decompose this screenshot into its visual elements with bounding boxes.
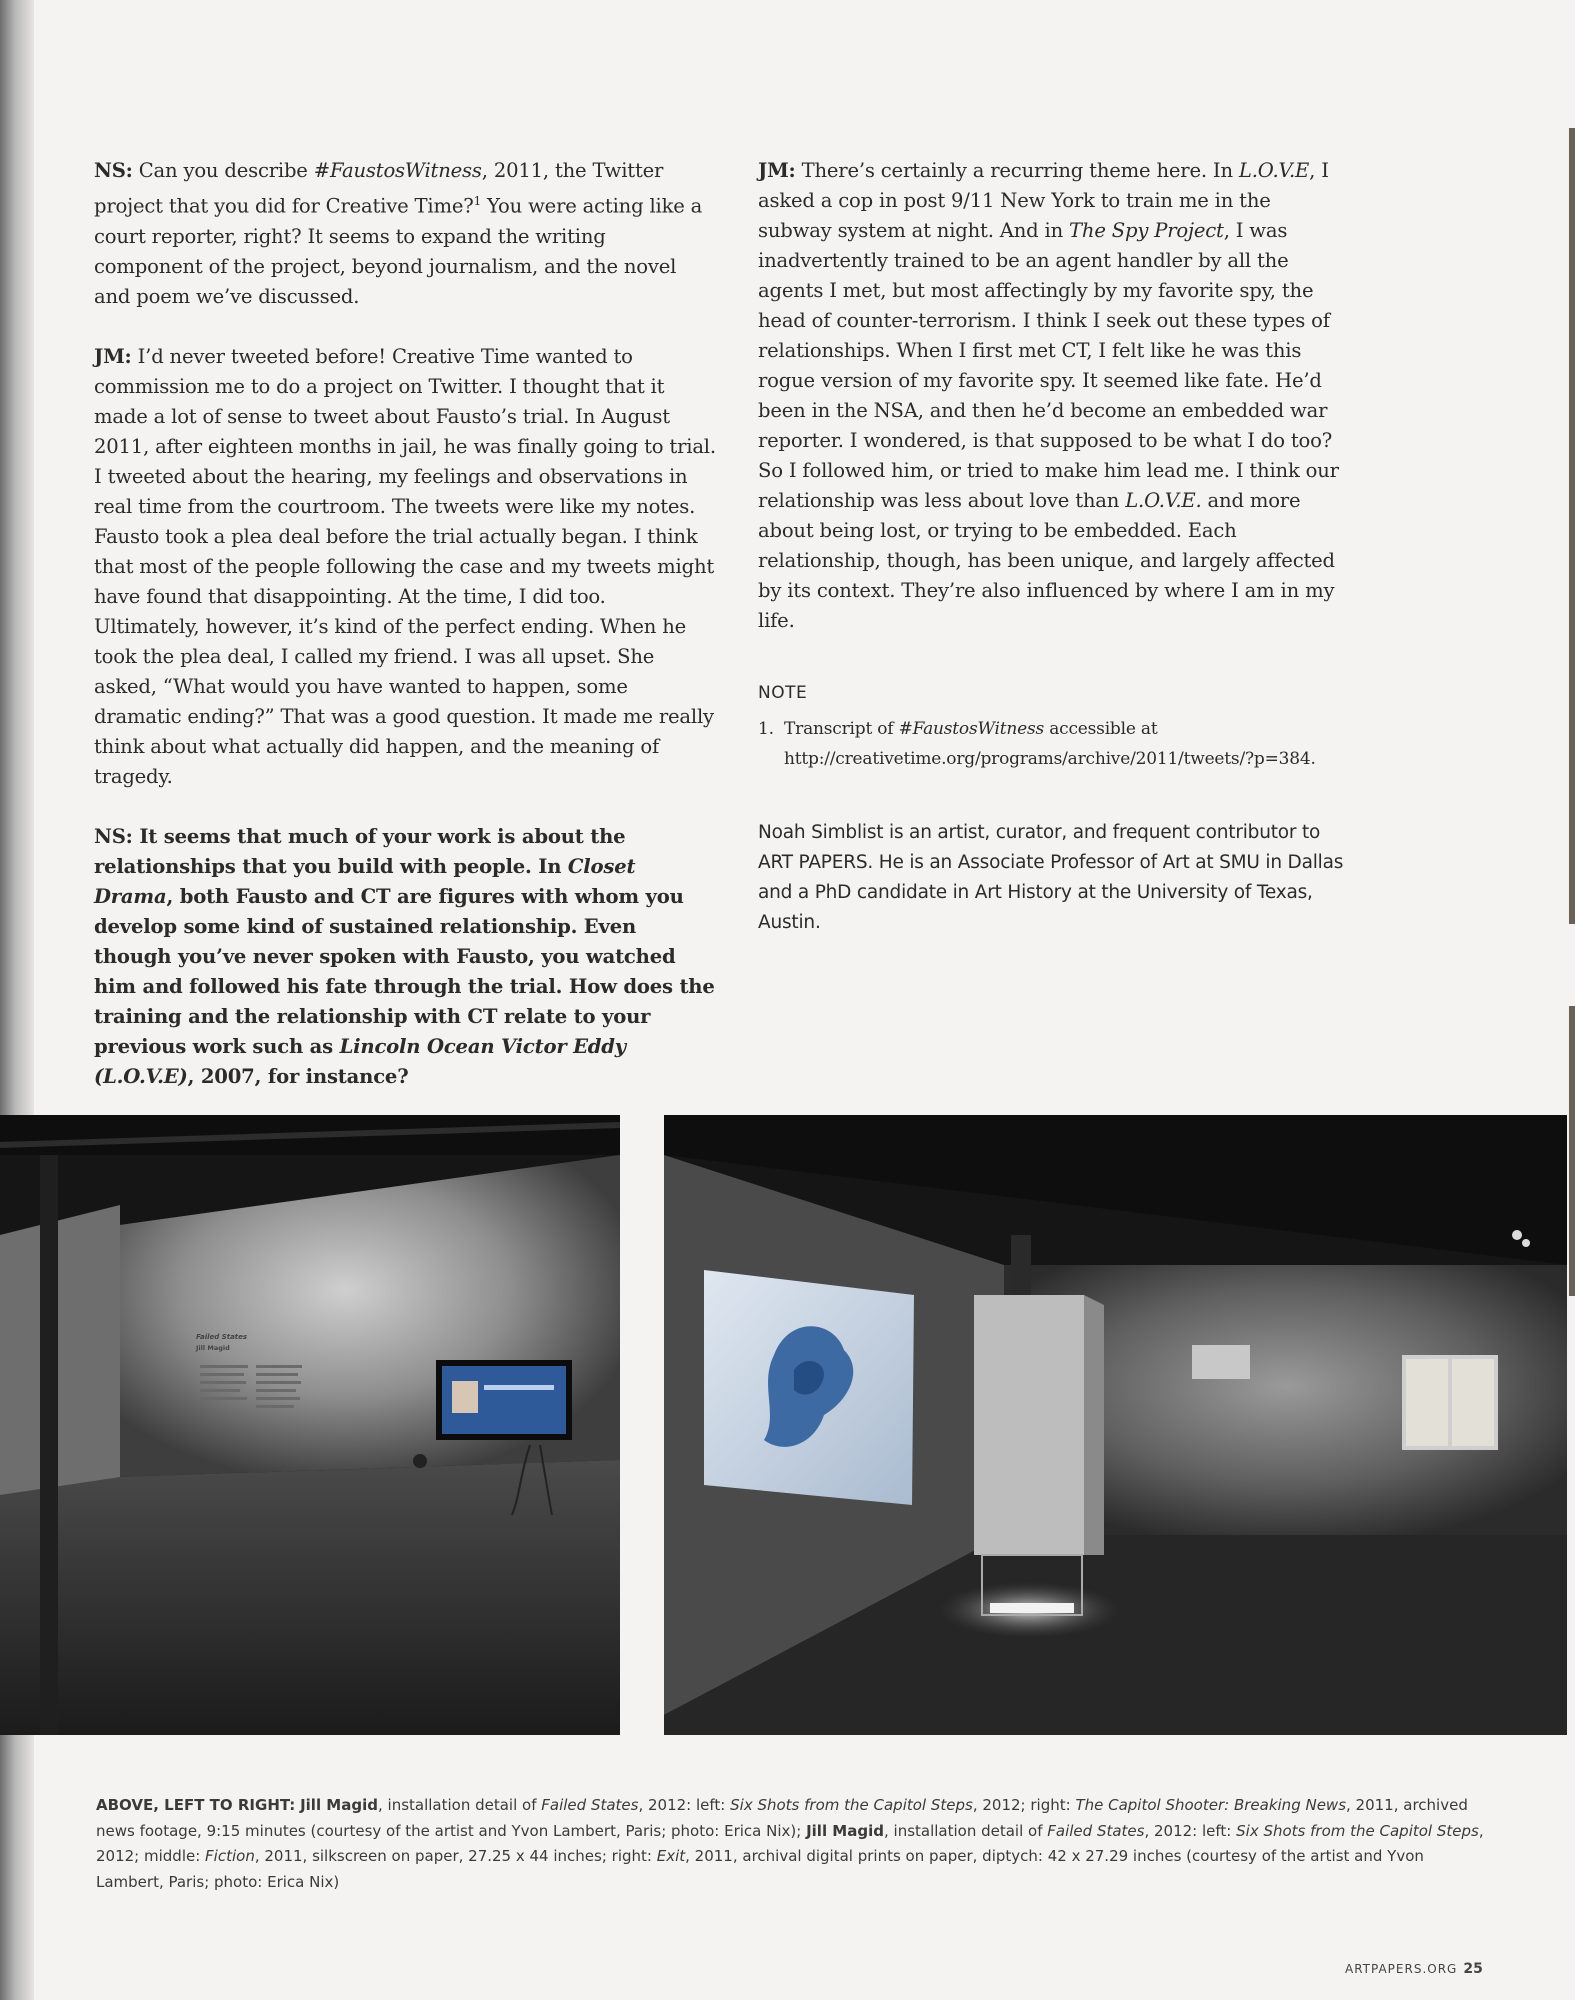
caption-lead: ABOVE, LEFT TO RIGHT: — [96, 1796, 296, 1814]
paragraph-ns-question-2: NS: It seems that much of your work is about the relationships that you build with people. In Closet Drama, both Fausto and CT are figures with whom you develop some kind of sustained relationship. Even though you’ve never spoken with Fausto, you watched him and followed his fate through the trial. How does the training and the relationship with CT relate to your previous work such as Lincoln Ocean Victor Eddy (L.O.V.E), 2007, for instance? — [94, 824, 715, 1088]
installation-photo-left — [0, 1115, 620, 1735]
page-folio — [1345, 1961, 1483, 1977]
paragraph-jm-answer-2: JM: There’s certainly a recurring theme here. In L.O.V.E, I asked a cop in post 9/11 New York to train me in the subway system at night. And in The Spy Project, I was inadvertently trained to be an agent handler by all the agents I met, but most affectingly by my favorite spy, the head of counter-terrorism. I think I seek out these types of relationships. When I first met CT, I felt like he was this rogue version of my favorite spy. It seemed like fate. He’d been in the NSA, and then he’d become an embedded war reporter. I wondered, is that supposed to be what I do too? So I followed him, or tried to make him lead me. I think our relationship was less about love than L.O.V.E. and more about being lost, or trying to be embedded. Each relationship, though, has been unique, and largely affected by its context. They’re also influenced by where I am in my life. — [758, 159, 1339, 632]
speaker-label: JM: — [94, 344, 132, 368]
paragraph-ns-question-1: NS: Can you describe #FaustosWitness, 2011, the Twitter project that you did for Creative Time?$^1$ You were acting like a court reporter, right? It seems to expand the writing component of the project, beyond journalism, and the novel and poem we’ve discussed. — [94, 159, 703, 308]
page-number: 25 — [1463, 1961, 1483, 1977]
work-title: Lincoln Ocean Victor Eddy (L.O.V.E) — [94, 1034, 626, 1088]
gallery-photo-right — [664, 1115, 1567, 1735]
footnote-number: 1. — [758, 719, 774, 739]
page-edge-mark — [1569, 1006, 1575, 1296]
paragraph-jm-answer-1: JM: I’d never tweeted before! Creative Time wanted to commission me to do a project on Twitter. I thought that it made a lot of sense to tweet about Fausto’s trial. In August 2011, after eighteen months in jail, he was finally going to trial. I tweeted about the hearing, my feelings and observations in real time from the courtroom. The tweets were like my notes. Fausto took a plea deal before the trial actually began. I think that most of the people following the case and my tweets might have found that disappointing. At the time, I did too. Ultimately, however, it’s kind of the perfect ending. When he took the plea deal, I called my friend. I was all upset. She asked, “What would you have wanted to happen, some dramatic ending?” That was a good question. It made me really think about what actually did happen, and the meaning of tragedy. — [94, 344, 716, 788]
footnote-ref: 1 — [473, 194, 481, 208]
speaker-label: NS: — [94, 159, 133, 182]
wall-text-title: Failed States — [196, 1333, 248, 1341]
page-edge-mark — [1569, 128, 1575, 924]
speaker-label: NS: — [94, 824, 133, 848]
work-title: #FaustosWitness — [313, 159, 482, 182]
footnote-text: Transcript of #FaustosWitness accessible at http://creativetime.org/programs/archive/2011/tweets/?p=384. — [784, 719, 1316, 769]
work-title: L.O.V.E — [1238, 159, 1310, 182]
note-heading: NOTE — [758, 683, 808, 703]
left-text-column — [94, 156, 716, 1122]
folio-site: ARTPAPERS.ORG — [1345, 1962, 1458, 1976]
speaker-label: JM: — [758, 159, 796, 182]
work-title: Closet Drama — [94, 854, 636, 908]
author-bio: Noah Simblist is an artist, curator, and frequent contributor to ART PAPERS. He is an Associate Professor of Art at SMU in Dallas and a PhD candidate in Art History at the University of Texas, Austin. — [758, 822, 1344, 933]
gallery-photo-left — [0, 1115, 620, 1735]
right-text-column — [758, 156, 1348, 938]
photo-caption: ABOVE, LEFT TO RIGHT: Jill Magid, installation detail of Failed States, 2012: left: Six Shots from the Capitol Steps, 2012; right: The Capitol Shooter: Breaking News, 2011, archived news footage, 9:15 minutes (courtesy of the artist and Yvon Lambert, Paris; photo: Erica Nix); Jill Magid, installation detail of Failed States, 2012: left: Six Shots from the Capitol Steps, 2012; middle: Fiction, 2011, silkscreen on paper, 27.25 x 44 inches; right: Exit, 2011, archival digital prints on paper, diptych: 42 x 27.29 inches (courtesy of the artist and Yvon Lambert, Paris; photo: Erica Nix) — [96, 1796, 1484, 1891]
work-title: The Spy Project — [1069, 219, 1224, 242]
footnote — [758, 714, 1348, 774]
installation-photo-right — [664, 1115, 1567, 1735]
work-title: L.O.V.E. — [1125, 489, 1202, 512]
wall-text-artist: Jill Magid — [196, 1344, 230, 1352]
